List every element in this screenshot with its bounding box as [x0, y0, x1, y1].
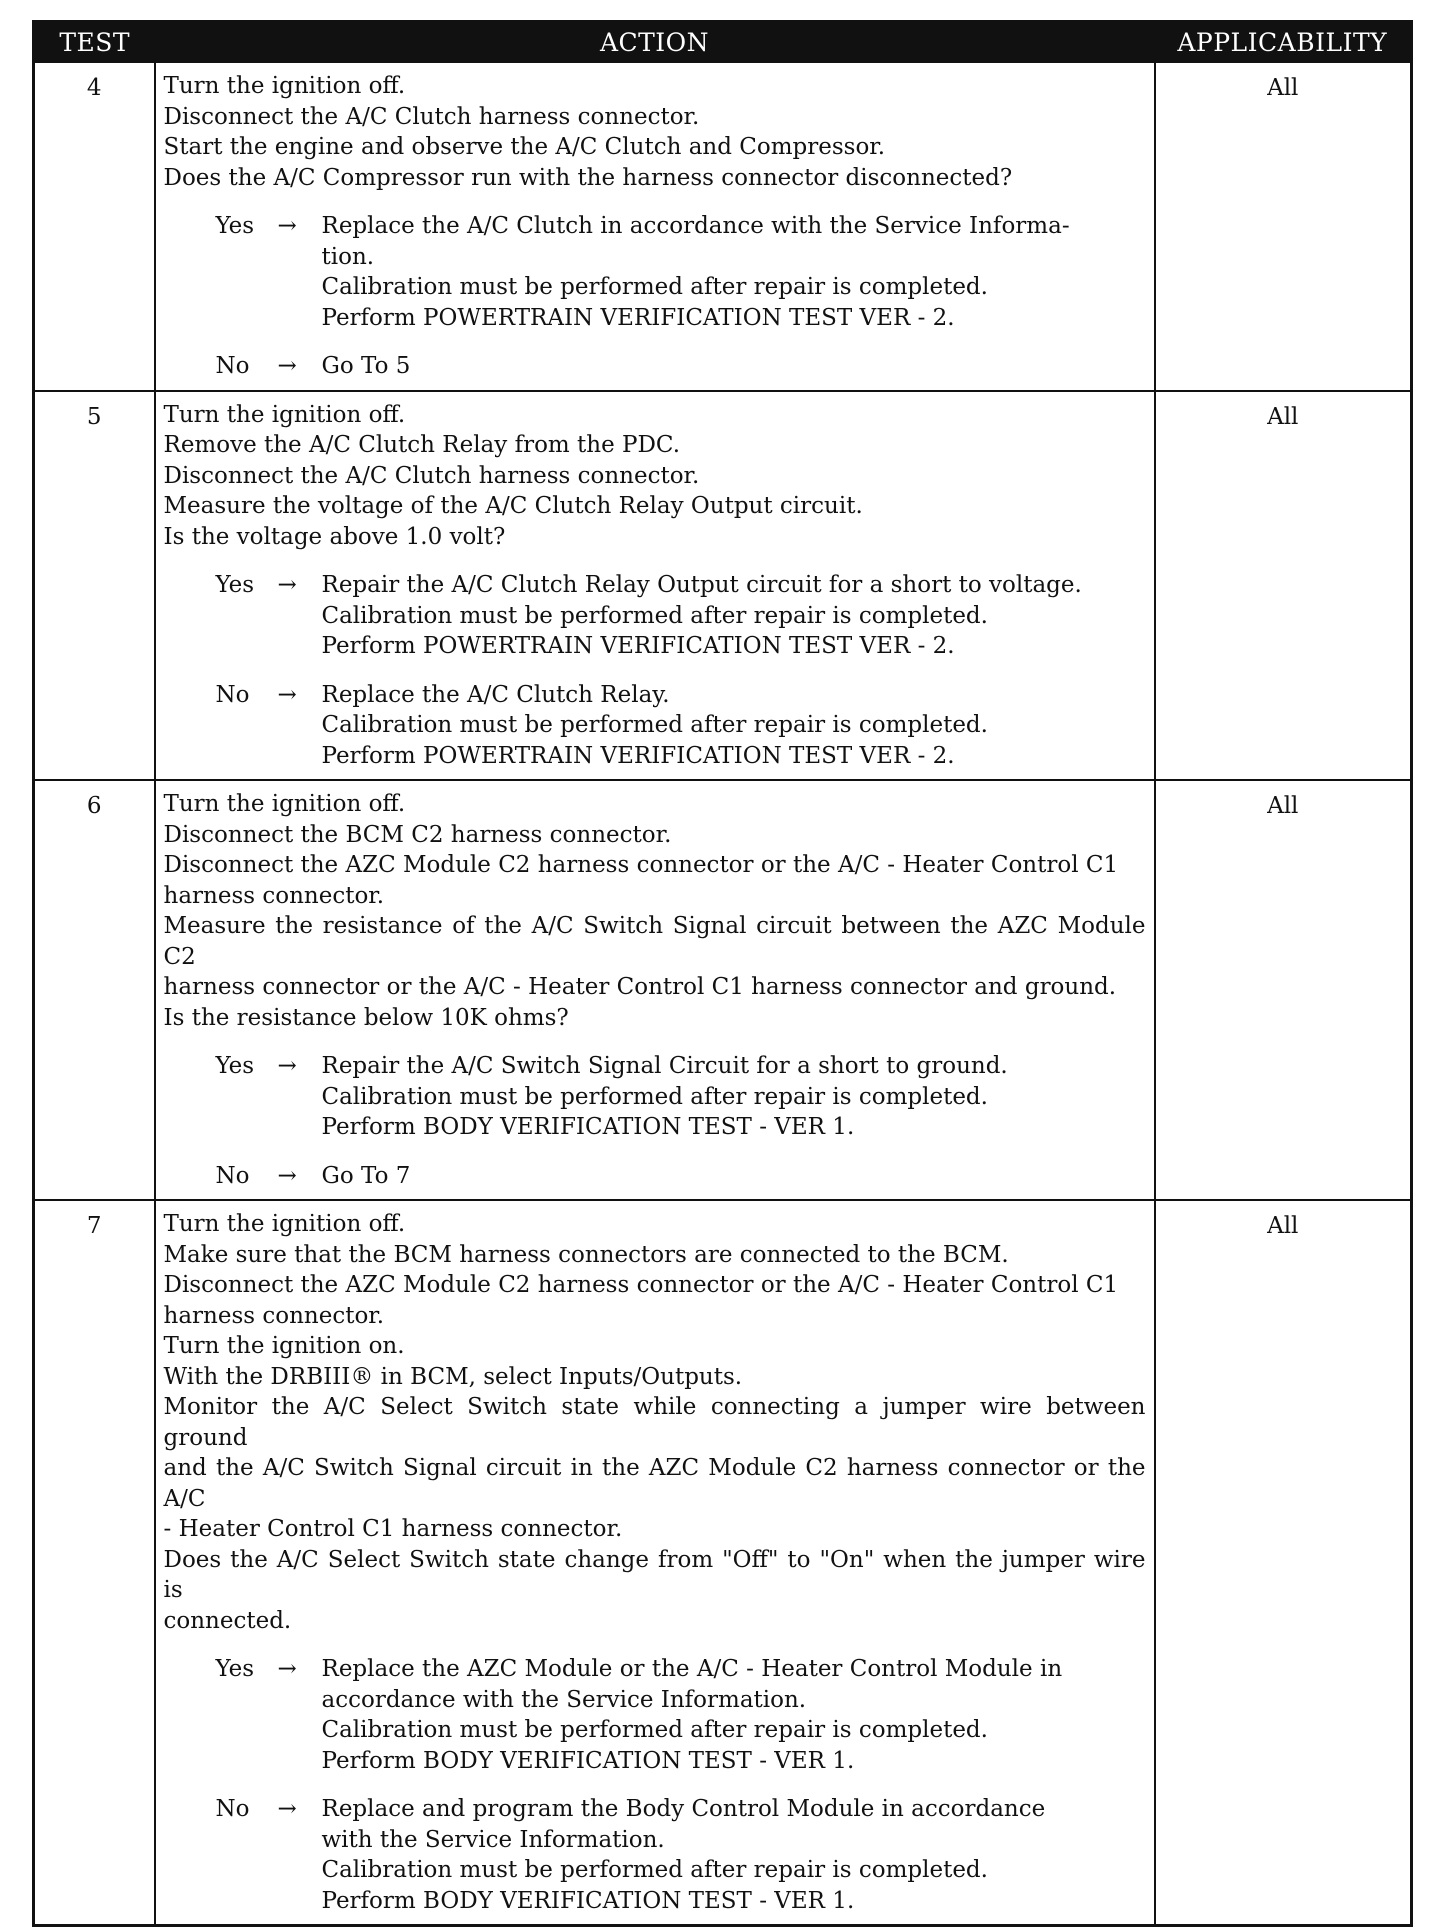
applicability-value: All [1155, 780, 1412, 1200]
outcome-no [164, 351, 1146, 382]
outcome-line: accordance with the Service Information. [321, 1686, 807, 1713]
action-step: Make sure that the BCM harness connectors are connected to the BCM. [163, 1241, 1009, 1268]
action-step: harness connector. [163, 1302, 385, 1329]
outcome-line: Calibration must be performed after repair is completed. [321, 602, 988, 629]
table-body [34, 62, 1412, 1926]
test-row [34, 780, 1412, 1200]
outcome-line: Replace the AZC Module or the A/C - Heater Control Module in [321, 1656, 1063, 1682]
test-row [34, 391, 1412, 781]
outcome-body [322, 1051, 1146, 1143]
outcome-line: Repair the A/C Clutch Relay Output circuit for a short to voltage. [321, 572, 1082, 598]
outcome-line: Perform BODY VERIFICATION TEST - VER 1. [321, 1114, 855, 1140]
action-step: Turn the ignition off. [163, 791, 406, 817]
action-step: and the A/C Switch Signal circuit in the AZC Module C2 harness connector or the A/C [163, 1455, 1146, 1512]
outcome-line: Perform POWERTRAIN VERIFICATION TEST VER - 2. [321, 742, 955, 769]
action-step: Disconnect the A/C Clutch harness connector. [163, 462, 700, 489]
header-test: TEST [34, 22, 155, 63]
outcome-line: Replace the A/C Clutch Relay. [321, 681, 670, 708]
action-cell [155, 391, 1155, 781]
outcome-no [164, 1794, 1146, 1916]
arrow-right-icon: → [277, 1162, 297, 1189]
outcome-label: No [215, 681, 250, 708]
outcome-body [322, 1794, 1146, 1916]
outcome-label: Yes [215, 572, 255, 598]
applicability-value: All [1155, 1200, 1412, 1926]
action-step: Turn the ignition off. [163, 1211, 406, 1237]
action-step: Disconnect the AZC Module C2 harness connector or the A/C - Heater Control C1 [163, 852, 1119, 878]
action-step: Is the voltage above 1.0 volt? [163, 523, 506, 550]
test-number: 7 [34, 1200, 155, 1926]
outcome-yes [164, 1654, 1146, 1776]
table-header [34, 22, 1412, 63]
action-step: Turn the ignition off. [163, 401, 406, 428]
action-step: With the DRBIII® in BCM, select Inputs/Outputs. [163, 1363, 743, 1390]
outcome-yes [164, 211, 1146, 333]
arrow-right-icon: → [277, 1656, 297, 1682]
outcome-line: Go To 7 [321, 1162, 411, 1189]
outcome-yes [164, 570, 1146, 662]
action-cell [155, 780, 1155, 1200]
action-cell [155, 62, 1155, 391]
header-applicability: APPLICABILITY [1155, 22, 1412, 63]
outcome-line: Calibration must be performed after repair is completed. [321, 274, 988, 300]
outcome-yes [164, 1051, 1146, 1143]
test-number: 6 [34, 780, 155, 1200]
outcome-no [164, 1161, 1146, 1192]
applicability-value: All [1155, 391, 1412, 781]
action-step: - Heater Control C1 harness connector. [163, 1516, 623, 1542]
outcome-label: No [215, 1796, 250, 1822]
applicability-value: All [1155, 62, 1412, 391]
header-action: ACTION [155, 22, 1155, 63]
action-step: harness connector. [163, 882, 385, 909]
outcome-body [322, 211, 1146, 333]
outcome-line: Replace and program the Body Control Module in accordance [321, 1796, 1046, 1822]
arrow-right-icon: → [277, 1796, 297, 1822]
action-step: Disconnect the AZC Module C2 harness connector or the A/C - Heater Control C1 [163, 1272, 1119, 1298]
outcome-body [322, 1654, 1146, 1776]
outcome-label-cell [164, 211, 272, 333]
outcome-label: No [215, 1162, 250, 1189]
outcome-label-cell [164, 351, 272, 382]
test-number: 4 [34, 62, 155, 391]
outcome-body [322, 1161, 1146, 1192]
outcome-body [322, 680, 1146, 772]
action-step: Start the engine and observe the A/C Clutch and Compressor. [163, 134, 886, 160]
test-row [34, 1200, 1412, 1926]
diagnostic-page [32, 20, 1410, 1927]
outcome-label-cell [164, 1654, 272, 1776]
outcome-line: Perform POWERTRAIN VERIFICATION TEST VER - 2. [321, 304, 955, 331]
action-step: Remove the A/C Clutch Relay from the PDC. [163, 432, 681, 458]
action-step: Turn the ignition on. [163, 1333, 405, 1359]
action-step: Measure the voltage of the A/C Clutch Relay Output circuit. [163, 493, 863, 519]
outcome-label-cell [164, 1161, 272, 1192]
action-step: Monitor the A/C Select Switch state while connecting a jumper wire between ground [163, 1394, 1146, 1451]
action-step: Disconnect the A/C Clutch harness connector. [163, 103, 700, 130]
outcome-label: No [215, 353, 250, 379]
outcome-line: Repair the A/C Switch Signal Circuit for a short to ground. [321, 1053, 1008, 1079]
outcome-line: Calibration must be performed after repair is completed. [321, 1857, 988, 1883]
action-step: Turn the ignition off. [163, 73, 406, 99]
test-number: 5 [34, 391, 155, 781]
outcome-line: tion. [321, 243, 375, 270]
outcome-label: Yes [215, 213, 255, 239]
outcome-body [322, 570, 1146, 662]
outcome-line: Go To 5 [321, 353, 411, 379]
action-step: Measure the resistance of the A/C Switch Signal circuit between the AZC Module C2 [163, 913, 1146, 970]
outcome-label-cell [164, 1794, 272, 1916]
outcome-body [322, 351, 1146, 382]
action-step: Does the A/C Compressor run with the harness connector disconnected? [163, 164, 1013, 191]
test-row [34, 62, 1412, 391]
action-step: harness connector or the A/C - Heater Control C1 harness connector and ground. [163, 974, 1117, 1000]
outcome-line: Perform BODY VERIFICATION TEST - VER 1. [321, 1747, 855, 1774]
outcome-label-cell [164, 570, 272, 662]
diagnostic-table [32, 20, 1413, 1927]
outcome-line: Calibration must be performed after repair is completed. [321, 712, 988, 738]
outcome-label-cell [164, 680, 272, 772]
outcome-label-cell [164, 1051, 272, 1143]
action-cell [155, 1200, 1155, 1926]
outcome-line: Perform POWERTRAIN VERIFICATION TEST VER - 2. [321, 633, 955, 659]
outcome-label: Yes [215, 1053, 255, 1079]
action-step: Disconnect the BCM C2 harness connector. [163, 821, 672, 848]
outcome-line: Calibration must be performed after repair is completed. [321, 1083, 988, 1110]
outcome-line: Calibration must be performed after repair is completed. [321, 1717, 988, 1743]
outcome-line: with the Service Information. [321, 1826, 665, 1853]
action-step: connected. [163, 1607, 292, 1634]
action-step: Is the resistance below 10K ohms? [163, 1004, 569, 1031]
outcome-line: Perform BODY VERIFICATION TEST - VER 1. [321, 1887, 855, 1914]
outcome-line: Replace the A/C Clutch in accordance with the Service Informa- [321, 213, 1070, 239]
arrow-right-icon: → [277, 681, 297, 708]
arrow-right-icon: → [277, 572, 297, 598]
arrow-right-icon: → [277, 353, 297, 379]
arrow-right-icon: → [277, 213, 297, 239]
action-step: Does the A/C Select Switch state change from "Off" to "On" when the jumper wire is [163, 1546, 1146, 1603]
arrow-right-icon: → [277, 1053, 297, 1079]
outcome-no [164, 680, 1146, 772]
outcome-label: Yes [215, 1656, 255, 1682]
